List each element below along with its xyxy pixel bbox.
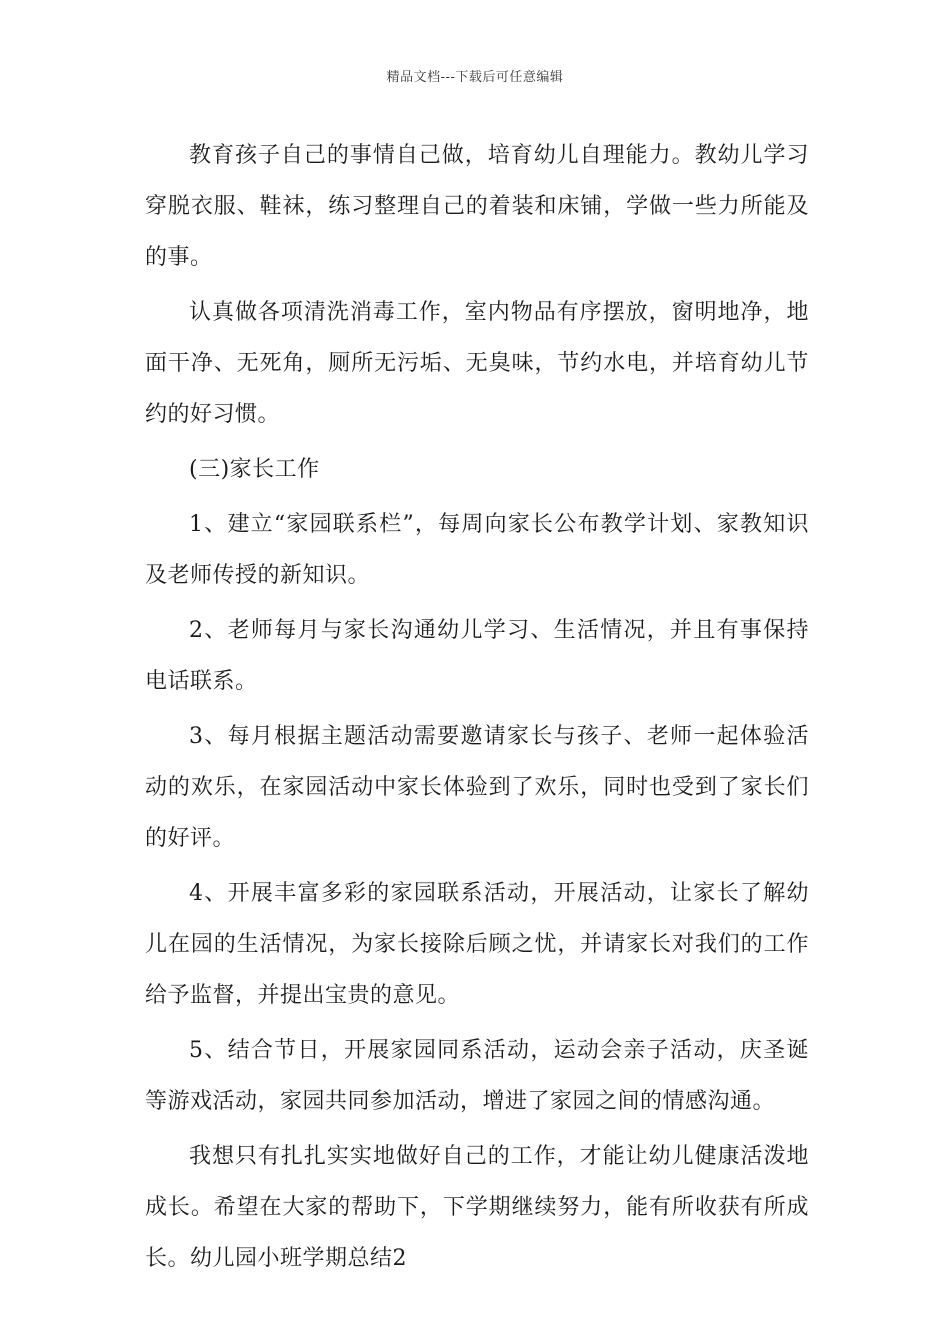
paragraph-self-care: 教育孩子自己的事情自己做，培育幼儿自理能力。教幼儿学习穿脱衣服、鞋袜，练习整理自己的着装和床铺，学做一些力所能及的事。 (145, 143, 809, 270)
paragraph-conclusion: 我想只有扎扎实实地做好自己的工作，才能让幼儿健康活泼地成长。希望在大家的帮助下，下学期继续努力，能有所收获有所成长。幼儿园小班学期总结2 (145, 1144, 809, 1271)
paragraph-item-3: 3、每月根据主题活动需要邀请家长与孩子、老师一起体验活动的欢乐，在家园活动中家长体验到了欢乐，同时也受到了家长们的好评。 (145, 724, 809, 851)
paragraph-item-2: 2、老师每月与家长沟通幼儿学习、生活情况，并且有事保持电话联系。 (145, 618, 809, 694)
paragraph-item-1: 1、建立“家园联系栏”，每周向家长公布教学计划、家教知识及老师传授的新知识。 (145, 512, 809, 588)
paragraph-cleaning: 认真做各项清洗消毒工作，室内物品有序摆放，窗明地净，地面干净、无死角，厕所无污垢、无臭味，节约水电，并培育幼儿节约的好习惯。 (145, 300, 809, 427)
document-body (145, 130, 809, 1288)
paragraph-item-4: 4、开展丰富多彩的家园联系活动，开展活动，让家长了解幼儿在园的生活情况，为家长接除后顾之忧，并请家长对我们的工作给予监督，并提出宝贵的意见。 (145, 881, 809, 1008)
section-heading-parent-work: (三)家长工作 (189, 457, 320, 482)
page-header: 精品文档---下载后可任意编辑 (386, 70, 564, 85)
paragraph-item-5: 5、结合节日，开展家园同系活动，运动会亲子活动，庆圣诞等游戏活动，家园共同参加活动，增进了家园之间的情感沟通。 (145, 1038, 809, 1114)
